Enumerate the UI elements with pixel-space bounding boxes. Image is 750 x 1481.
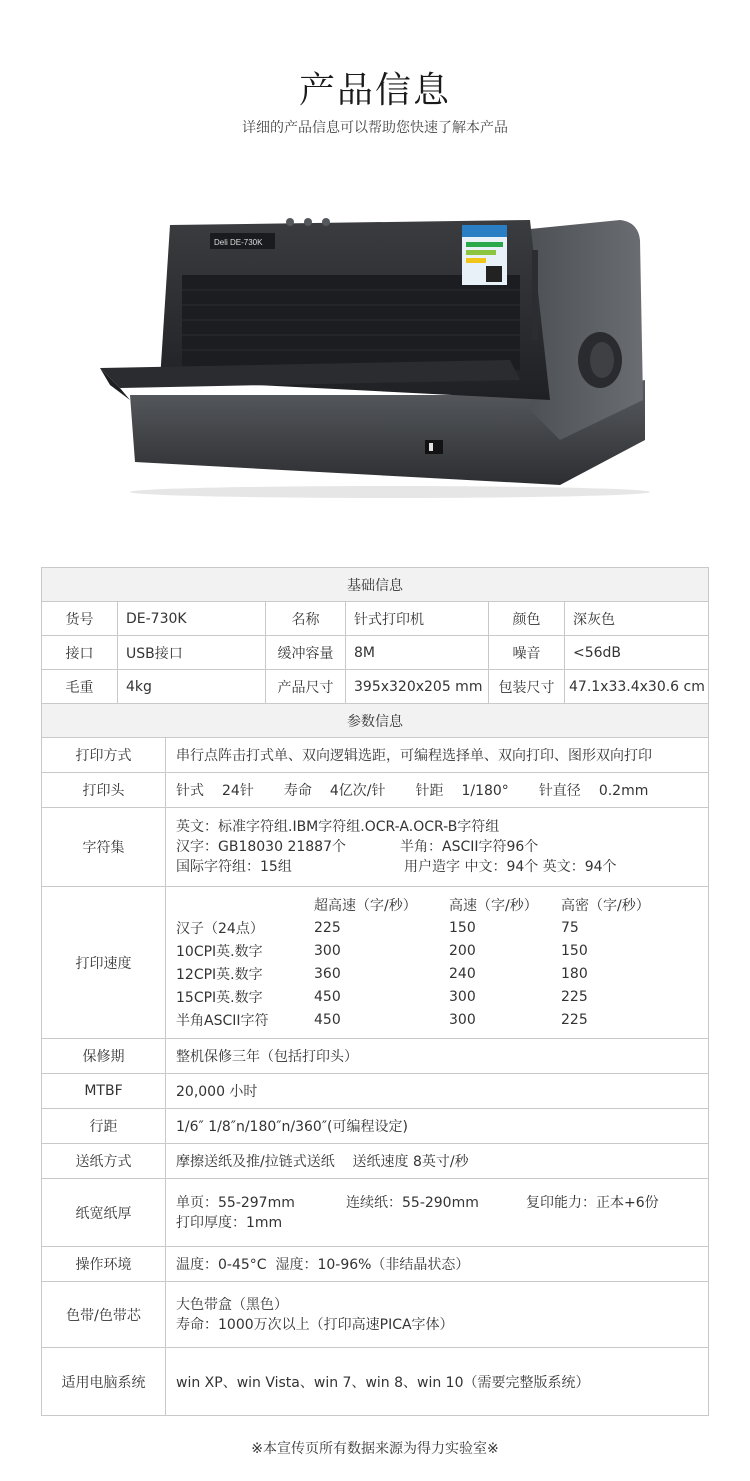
speed-label: 打印速度 [42, 887, 166, 1039]
paper-feed-value: 摩擦送纸及推/拉链式送纸 送纸速度 8英寸/秒 [166, 1144, 709, 1179]
cell: 395x320x205 mm [346, 670, 489, 704]
speed-value [166, 887, 709, 1039]
param-info-heading: 参数信息 [42, 704, 709, 738]
mtbf-value: 20,000 小时 [166, 1074, 709, 1109]
cell: USB接口 [118, 636, 266, 670]
svg-text:Deli DE-730K: Deli DE-730K [214, 238, 263, 247]
paper-value: 单页：55-297mm 连续纸：55-290mm 复印能力：正本+6份 打印厚度：1mm [166, 1179, 709, 1247]
cell: 货号 [42, 602, 118, 636]
table-row [42, 738, 709, 773]
cell: 名称 [266, 602, 346, 636]
cell: 颜色 [489, 602, 565, 636]
print-mode-value: 串行点阵击打式单、双向逻辑选距，可编程选择单、双向打印、图形双向打印 [166, 738, 709, 773]
mtbf-label: MTBF [42, 1074, 166, 1109]
speed-header-row: 超高速（字/秒） 高速（字/秒） 高密（字/秒） [314, 898, 650, 914]
print-head-label: 打印头 [42, 773, 166, 808]
speed-row: 半角ASCII字符 450 300 225 [176, 1012, 588, 1029]
basic-info-heading: 基础信息 [42, 568, 709, 602]
env-value: 温度：0-45°C 湿度：10-96%（非结晶状态） [166, 1247, 709, 1282]
paper-label: 纸宽纸厚 [42, 1179, 166, 1247]
os-label: 适用电脑系统 [42, 1348, 166, 1416]
paper-feed-label: 送纸方式 [42, 1144, 166, 1179]
table-row [42, 602, 709, 636]
table-row [42, 1109, 709, 1144]
spec-table [41, 567, 709, 738]
ribbon-label: 色带/色带芯 [42, 1282, 166, 1348]
line-spacing-value: 1/6″ 1/8″n/180″n/360″(可编程设定) [166, 1109, 709, 1144]
env-label: 操作环境 [42, 1247, 166, 1282]
cell: 包装尺寸 [489, 670, 565, 704]
table-row [42, 1348, 709, 1416]
warranty-value: 整机保修三年（包括打印头） [166, 1039, 709, 1074]
table-row [42, 1144, 709, 1179]
printer-image [90, 200, 660, 500]
charset-value: 英文：标准字符组.IBM字符组.OCR-A.OCR-B字符组 汉字：GB18030 21887个 半角：ASCII字符96个 国际字符组：15组 用户造字 中文：94个 英文：94个 [166, 808, 709, 887]
cell: 针式打印机 [346, 602, 489, 636]
cell: 47.1x33.4x30.6 cm [565, 670, 709, 704]
table-row [42, 636, 709, 670]
speed-row: 汉子（24点） 225 150 75 [176, 920, 579, 937]
cell: 接口 [42, 636, 118, 670]
os-value: win XP、win Vista、win 7、win 8、win 10（需要完整版系统） [166, 1348, 709, 1416]
table-row [42, 1039, 709, 1074]
table-row [42, 773, 709, 808]
page-subtitle: 详细的产品信息可以帮助您快速了解本产品 [242, 120, 508, 136]
line-spacing-label: 行距 [42, 1109, 166, 1144]
ribbon-value: 大色带盒（黑色） 寿命：1000万次以上（打印高速PICA字体） [166, 1282, 709, 1348]
speed-table [176, 894, 650, 1032]
table-row [42, 887, 709, 1039]
warranty-label: 保修期 [42, 1039, 166, 1074]
cell: 8M [346, 636, 489, 670]
footer-note: ※本宣传页所有数据来源为得力实验室※ [251, 1441, 499, 1457]
speed-row: 12CPI英.数字 360 240 180 [176, 966, 588, 983]
cell: 产品尺寸 [266, 670, 346, 704]
param-table [41, 737, 709, 1416]
speed-row: 15CPI英.数字 450 300 225 [176, 989, 588, 1006]
table-row [42, 1179, 709, 1247]
table-row [42, 1282, 709, 1348]
cell: 深灰色 [565, 602, 709, 636]
table-row [42, 1247, 709, 1282]
charset-label: 字符集 [42, 808, 166, 887]
table-row [42, 670, 709, 704]
page-title: 产品信息 [298, 70, 451, 111]
cell: 噪音 [489, 636, 565, 670]
cell: 毛重 [42, 670, 118, 704]
cell: DE-730K [118, 602, 266, 636]
cell: 4kg [118, 670, 266, 704]
cell: 缓冲容量 [266, 636, 346, 670]
print-mode-label: 打印方式 [42, 738, 166, 773]
cell: <56dB [565, 636, 709, 670]
table-row [42, 808, 709, 887]
table-row [42, 1074, 709, 1109]
speed-row: 10CPI英.数字 300 200 150 [176, 943, 588, 960]
print-head-value: 针式 24针 寿命 4亿次/针 针距 1/180° 针直径 0.2mm [166, 773, 709, 808]
